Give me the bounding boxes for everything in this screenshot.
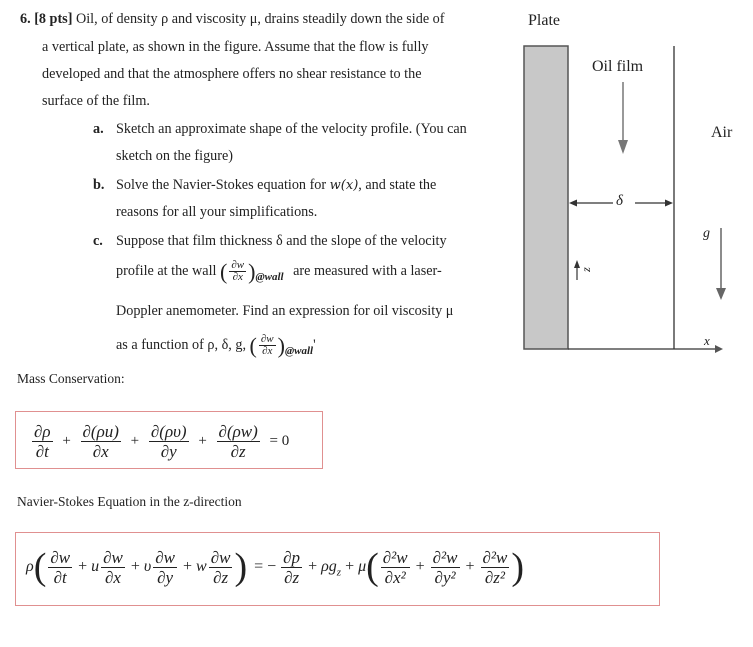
wall-subscript: @wall: [255, 271, 284, 284]
mass-conservation-box: [15, 411, 323, 469]
part-c-line: Doppler anemometer. Find an expression for oil viscosity μ: [116, 303, 454, 319]
ns-lhs-term: $\frac{\partial w}{\partial x}$: [103, 547, 123, 587]
ns-pressure-term: $\frac{\partial p}{\partial z}$: [283, 547, 301, 587]
intro-line: developed and that the atmosphere offers no shear resistance to the: [42, 66, 422, 82]
part-b-line: Solve the Navier-Stokes equation for w(x), and state the: [116, 177, 437, 193]
ns-lhs-term: $\frac{\partial w}{\partial y}$: [155, 547, 175, 587]
wall-subscript: @wall: [284, 345, 314, 358]
mass-conservation-equation: $\frac{\partial\rho}{\partial t}$ + $\frac{\partial(\rho u)}{\partial x}$ + $\frac{\partial(\rho\upsilon)}{\partial y}$ + $\frac{\partial(\rho w)}{\partial z}$ = 0: [34, 422, 290, 461]
part-c-label: c.: [93, 233, 103, 249]
mc-term: $\frac{\partial(\rho\upsilon)}{\partial y}$: [150, 422, 187, 461]
ns-rhs-term: $\frac{\text{∂²w}}{\text{∂y²}}$: [432, 547, 458, 587]
intro-line: Oil, of density ρ and viscosity μ, drains steadily down the side of: [75, 11, 445, 27]
oil-film-label: Oil film: [592, 58, 644, 75]
problem-points: [8 pts]: [34, 11, 73, 27]
x-axis-arrow-icon: [715, 345, 723, 353]
plate: [524, 46, 568, 349]
mc-rhs: = 0: [269, 433, 290, 449]
ns-gravity-term: ρg: [321, 558, 337, 575]
mc-term: $\frac{\partial\rho}{\partial t}$: [34, 422, 51, 461]
navier-stokes-box: [15, 532, 660, 606]
problem-number: 6.: [20, 11, 31, 27]
plate-figure: [515, 40, 753, 360]
ns-lhs-term: $\frac{\partial w}{\partial t}$: [50, 547, 71, 587]
var-w-of-x: w(x): [329, 178, 359, 193]
intro-line: a vertical plate, as shown in the figure. Assume that the flow is fully: [42, 39, 429, 55]
slope-fraction: $\frac{\partial w}{\partial x}$: [231, 259, 245, 284]
plate-label: Plate: [528, 12, 560, 29]
z-label: z: [578, 267, 593, 272]
delta-arrow-left-icon: [569, 200, 577, 207]
problem-header: [20, 6, 445, 34]
part-a-line: sketch on the figure): [116, 148, 234, 164]
part-c-line: Suppose that film thickness δ and the slope of the velocity: [116, 233, 447, 249]
x-label: x: [704, 333, 710, 348]
ns-lhs-term: $\frac{\partial w}{\partial z}$: [210, 547, 231, 587]
mc-term: $\frac{\partial(\rho w)}{\partial z}$: [218, 422, 258, 461]
ns-rhs-term: $\frac{\text{∂²w}}{\text{∂z²}}$: [482, 547, 508, 587]
part-a-label: a.: [93, 121, 104, 137]
part-b-label: b.: [93, 177, 105, 193]
ns-rhs-term: $\frac{\text{∂²w}}{\text{∂x²}}$: [382, 547, 408, 587]
mass-conservation-heading: Mass Conservation:: [17, 371, 125, 386]
delta-label: δ: [616, 193, 623, 209]
mc-term: $\frac{\partial(\rho u)}{\partial x}$: [82, 422, 119, 461]
part-b-line: reasons for all your simplifications.: [116, 204, 318, 220]
gravity-arrow-down-icon: [716, 288, 726, 300]
navier-stokes-equation: ρ( $\frac{\partial w}{\partial t}$ + u $\frac{\partial w}{\partial x}$ + υ $\frac{\partial w}{\partial y}$ + w $\frac{\partial w}{\partial z}$ ) = − $\frac{\partial p}{\partial z}$ + $\rho g_z + \mu$( $\frac{\text{∂²w}}{\text{∂x²}}$ + $\frac{\text{∂²w}}{\text{∂y²}}$ + $\frac{\text{∂²w}}{\text{∂z²}}$ ): [26, 546, 525, 588]
part-c-line: as a function of ρ, δ, g, ( $\frac{\partial w}{\partial x}$ )$_{@wall}'$: [116, 333, 316, 358]
intro-line: surface of the film.: [42, 93, 150, 109]
air-label: Air: [711, 124, 733, 141]
navier-stokes-heading: Navier-Stokes Equation in the z-direction: [17, 494, 242, 509]
slope-fraction: $\frac{\partial w}{\partial x}$: [260, 333, 274, 358]
g-label: g: [703, 226, 710, 241]
delta-arrow-right-icon: [665, 200, 673, 207]
part-c-line: profile at the wall ( $\frac{\partial w}{\partial x}$ )$_{@wall}$ are measured with a laser-: [116, 259, 442, 284]
part-a-line: Sketch an approximate shape of the velocity profile. (You can: [116, 121, 467, 137]
flow-arrow-down-icon: [618, 140, 628, 154]
